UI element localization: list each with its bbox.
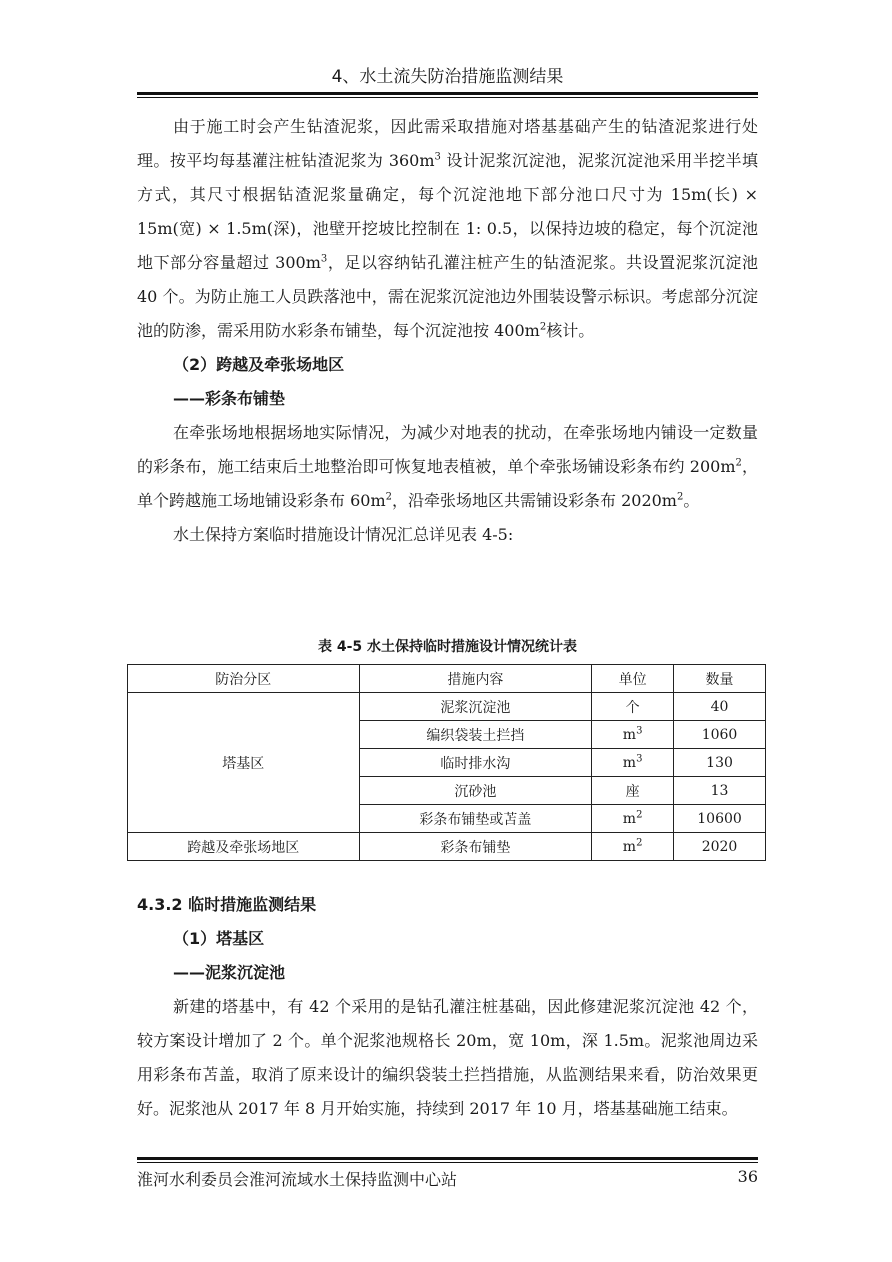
footer-rule	[137, 1157, 758, 1160]
unit-cell: 座	[592, 777, 674, 805]
monitoring-paragraph: 新建的塔基中，有 42 个采用的是钻孔灌注桩基础，因此修建泥浆沉淀池 42 个，较方案设计增加了 2 个。单个泥浆池规格长 20m，宽 10m，深 1.5m。泥浆池周边采用彩条布苫盖，取消了原来设计的编织袋装土拦挡措施，从监测结果来看，防治效果更好。泥浆池从 2017 年 8 月开始实施，持续到 2017 年 10 月，塔基基础施工结束。	[137, 997, 758, 1118]
qty-cell: 130	[674, 749, 766, 777]
intro-section	[137, 110, 758, 552]
footer-organization: 淮河水利委员会淮河流域水土保持监测中心站	[137, 1170, 458, 1189]
table-header: 数量	[674, 665, 766, 693]
measure-cell: 临时排水沟	[359, 749, 592, 777]
qty-cell: 10600	[674, 805, 766, 833]
subsection-heading: ——彩条布铺垫	[173, 389, 286, 408]
header-rule	[137, 92, 758, 95]
qty-cell: 2020	[674, 833, 766, 861]
measure-cell: 泥浆沉淀池	[359, 693, 592, 721]
table-row	[128, 693, 766, 721]
measure-cell: 编织袋装土拦挡	[359, 721, 592, 749]
page-number: 36	[737, 1167, 758, 1186]
table-caption: 表 4-5 水土保持临时措施设计情况统计表	[317, 639, 578, 655]
measure-cell: 沉砂池	[359, 777, 592, 805]
intro-paragraph: 由于施工时会产生钻渣泥浆，因此需采取措施对塔基基础产生的钻渣泥浆进行处理。按平均每基灌注桩钻渣泥浆为 $360m^3$ 设计泥浆沉淀池，泥浆沉淀池采用半挖半填方式，其尺寸根据钻渣泥浆量确定，每个沉淀池地下部分池口尺寸为 15m(长) × 15m(宽) × 1.5m(深)，池壁开挖坡比控制在 1: 0.5，以保持边坡的稳定，每个沉淀池地下部分容量超过 $300m^3$，足以容纳钻孔灌注桩产生的钻渣泥浆。共设置泥浆沉淀池 40 个。为防止施工人员跌落池中，需在泥浆沉淀池边外围装设警示标识。考虑部分沉淀池的防渗，需采用防水彩条布铺垫，每个沉淀池按 $400m^2$核计。	[137, 117, 758, 340]
unit-cell: $m^2$	[592, 833, 674, 861]
qty-cell: 1060	[674, 721, 766, 749]
crossing-paragraph: 在牵张场地根据场地实际情况，为减少对地表的扰动，在牵张场地内铺设一定数量的彩条布，施工结束后土地整治即可恢复地表植被，单个牵张场铺设彩条布约 $200m^2$，单个跨越施工场地铺设彩条布 $60m^2$，沿牵张场地区共需铺设彩条布 $2020m^2$。	[137, 423, 758, 510]
summary-paragraph: 水土保持方案临时措施设计情况汇总详见表 4-5:	[173, 525, 514, 544]
measure-cell: 彩条布铺垫	[359, 833, 592, 861]
section-heading: （2）跨越及牵张场地区	[173, 355, 345, 374]
zone-cell: 跨越及牵张场地区	[128, 833, 360, 861]
measure-cell: 彩条布铺垫或苫盖	[359, 805, 592, 833]
zone-cell: 塔基区	[128, 693, 360, 833]
qty-cell: 40	[674, 693, 766, 721]
unit-cell: 个	[592, 693, 674, 721]
table-header: 防治分区	[128, 665, 360, 693]
monitoring-section	[137, 888, 758, 1126]
subsection-heading: （1）塔基区	[173, 929, 265, 948]
unit-cell: $m^3$	[592, 721, 674, 749]
table-header: 单位	[592, 665, 674, 693]
measures-table	[127, 664, 766, 861]
header-rule-thin	[137, 97, 758, 98]
qty-cell: 13	[674, 777, 766, 805]
page-header-title: 4、水土流失防治措施监测结果	[331, 67, 564, 87]
footer-rule-thin	[137, 1162, 758, 1163]
subsection-heading: ——泥浆沉淀池	[173, 963, 286, 982]
table-row	[128, 833, 766, 861]
unit-cell: $m^3$	[592, 749, 674, 777]
unit-cell: $m^2$	[592, 805, 674, 833]
section-heading: 4.3.2 临时措施监测结果	[137, 895, 317, 914]
table-header-row	[128, 665, 766, 693]
table-header: 措施内容	[359, 665, 592, 693]
